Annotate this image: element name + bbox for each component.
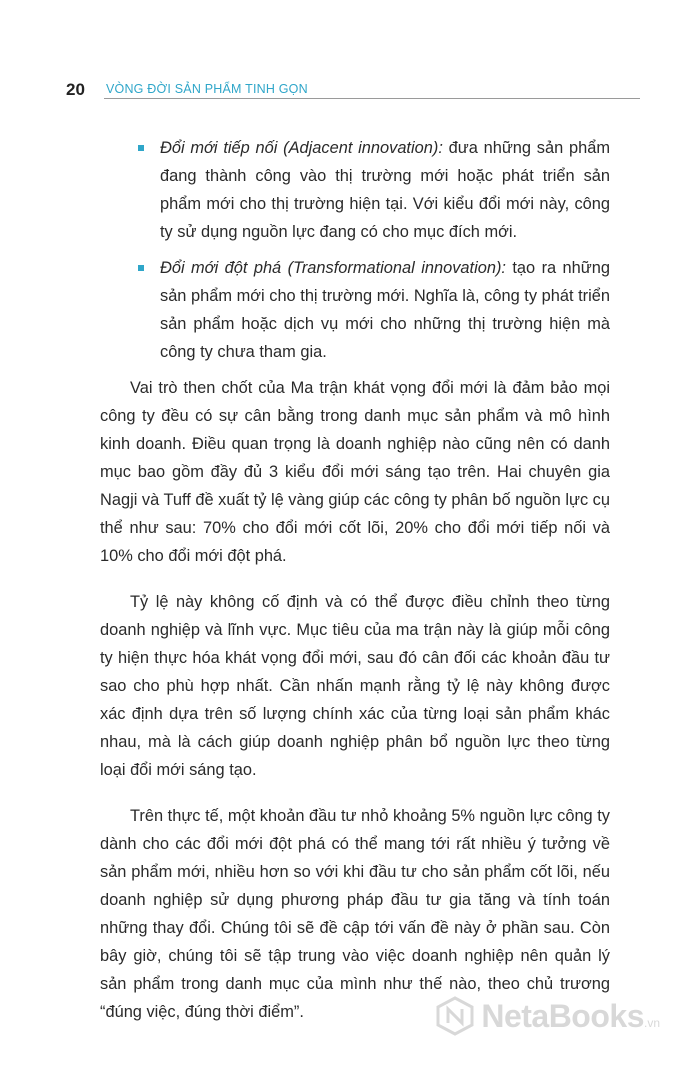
watermark-brand: NetaBooks (481, 997, 644, 1034)
running-title: VÒNG ĐỜI SẢN PHẨM TINH GỌN (106, 82, 308, 96)
header-rule (104, 98, 640, 99)
bullet-term: Đổi mới tiếp nối (Adjacent innovation): (160, 139, 443, 157)
page-number: 20 (66, 80, 85, 99)
body-paragraph: Trên thực tế, một khoản đầu tư nhỏ khoảng 5% nguồn lực công ty dành cho các đổi mới đột phá có thể mang tới rất nhiều ý tưởng về sản phẩm mới, nhiều hơn so với khi đầu tư cho sản phẩm cốt lõi, nếu doanh nghiệp sử dụng phương pháp đầu tư gia tăng và tính toán những thay đổi. Chúng tôi sẽ đề cập tới vấn đề này ở phần sau. Còn bây giờ, chúng tôi sẽ tập trung vào việc doanh nghiệp nên quản lý sản phẩm trong danh mục của mình như thế nào, theo chủ trương “đúng việc, đúng thời điểm”. (100, 807, 610, 1021)
square-bullet-icon (138, 145, 144, 151)
bullet-text: tạo ra những sản phẩm mới cho thị trường mới. Nghĩa là, công ty phát triển sản phẩm hoặc dịch vụ mới cho những thị trường hiện mà công ty chưa tham gia. (160, 259, 610, 361)
square-bullet-icon (138, 265, 144, 271)
bullet-term: Đổi mới đột phá (Transformational innovation): (160, 259, 506, 277)
bullet-text: đưa những sản phẩm đang thành công vào thị trường mới hoặc phát triển sản phẩm mới cho thị trường hiện tại. Với kiểu đổi mới này, công ty sử dụng nguồn lực đang có cho mục đích mới. (160, 139, 610, 241)
body-paragraph: Tỷ lệ này không cố định và có thể được điều chỉnh theo từng doanh nghiệp và lĩnh vực. Mục tiêu của ma trận này là giúp mỗi công ty hiện thực hóa khát vọng đổi mới, sau đó cân đối các khoản đầu tư sao cho phù hợp nhất. Cần nhấn mạnh rằng tỷ lệ này không được xác định dựa trên số lượng chính xác của từng loại sản phẩm khác nhau, mà là cách giúp doanh nghiệp phân bổ nguồn lực theo từng loại đổi mới sáng tạo. (100, 593, 610, 779)
list-item (160, 134, 610, 246)
list-item (160, 254, 610, 366)
watermark (435, 996, 660, 1036)
page-body (100, 134, 610, 1044)
bullet-list (100, 134, 610, 366)
body-paragraph: Vai trò then chốt của Ma trận khát vọng đổi mới là đảm bảo mọi công ty đều có sự cân bằng trong danh mục sản phẩm và mô hình kinh doanh. Điều quan trọng là doanh nghiệp nào cũng nên có danh mục bao gồm đầy đủ 3 kiểu đổi mới sáng tạo trên. Hai chuyên gia Nagji và Tuff đề xuất tỷ lệ vàng giúp các công ty phân bố nguồn lực cụ thể như sau: 70% cho đổi mới cốt lõi, 20% cho đổi mới tiếp nối và 10% cho đổi mới đột phá. (100, 379, 610, 565)
netabooks-logo-icon (435, 996, 475, 1036)
watermark-suffix: .vn (643, 1016, 660, 1030)
page-header (66, 80, 640, 100)
